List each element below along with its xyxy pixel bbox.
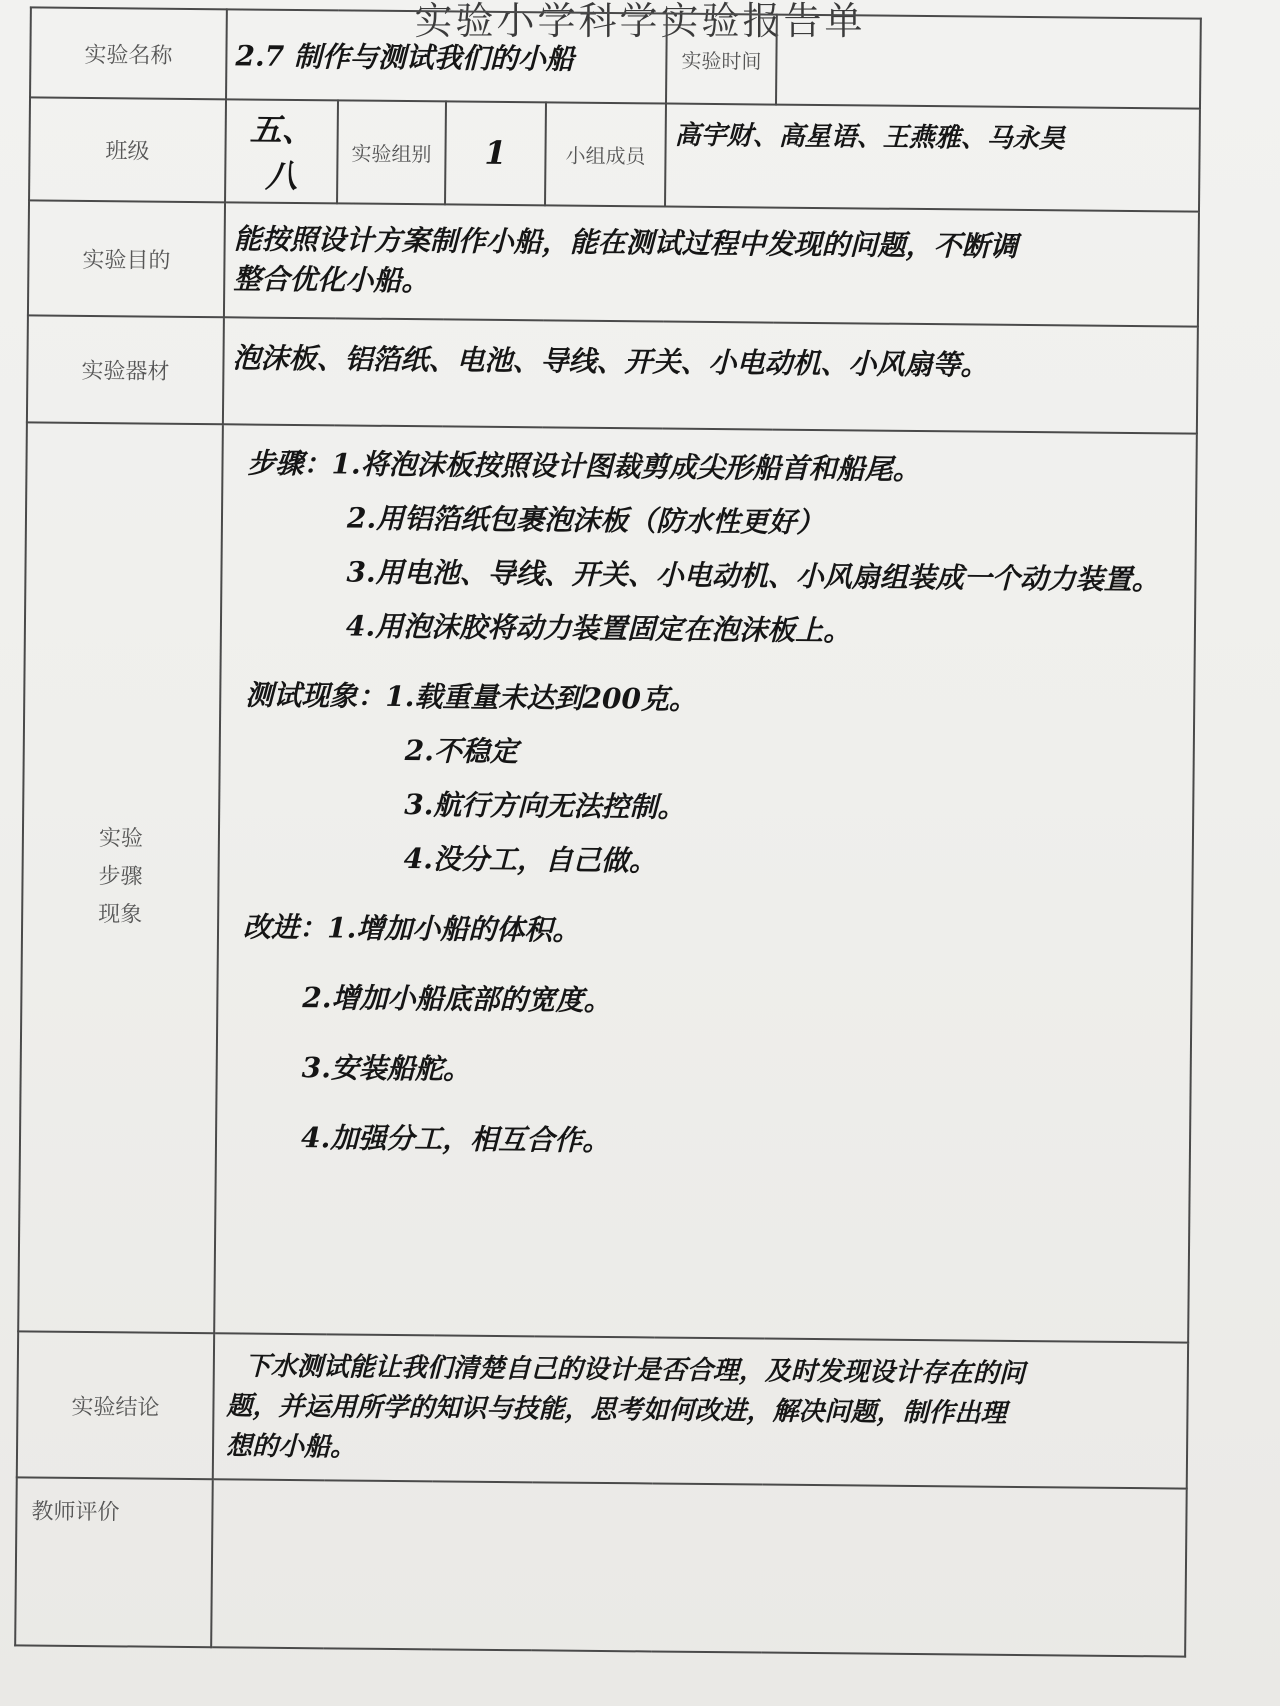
name-value: 2.7 制作与测试我们的小船 [226,9,667,103]
improvement-item: 3.安装船舵。 [301,1050,472,1086]
teacher-label: 教师评价 [15,1478,213,1647]
class-label: 班级 [29,97,226,202]
conclusion-line: 题，并运用所学的知识与技能，思考如何改进，解决问题，制作出理 [226,1391,1007,1429]
conclusion-line: 下水测试能让我们清楚自己的设计是否合理，及时发现设计存在的问 [244,1351,1025,1390]
time-value [776,15,1201,109]
name-label: 实验名称 [30,7,227,99]
teacher-value [211,1480,1187,1657]
improvement-item: 2.增加小船底部的宽度。 [302,980,612,1017]
phenomenon-item: 3.航行方向无法控制。 [404,787,686,824]
conclusion-line: 想的小船。 [225,1431,357,1463]
step-item: 3.用电池、导线、开关、小电动机、小风扇组装成一个动力装置。 [346,555,1160,596]
improvement-item: 改进：1.增加小船的体积。 [242,910,581,947]
steps-label-line: 实验 [98,826,144,852]
report-table [14,6,1202,1657]
phenomenon-item: 测试现象：1.载重量未达到200克。 [245,678,698,716]
purpose-label: 实验目的 [28,200,225,317]
members-label: 小组成员 [545,102,666,206]
purpose-line: 整合优化小船。 [233,262,430,298]
report-sheet [14,6,1200,1657]
conclusion-label: 实验结论 [17,1331,214,1479]
step-item: 2.用铝箔纸包裹泡沫板（防水性更好） [346,501,825,539]
step-item: 步骤：1.将泡沫板按照设计图裁剪成尖形船首和船尾。 [247,446,921,486]
class-value: 五、八 [225,99,338,203]
materials-label: 实验器材 [27,315,224,424]
materials-value: 泡沫板、铝箔纸、电池、导线、开关、小电动机、小风扇等。 [223,317,1198,433]
group-value: 1 [445,101,546,205]
purpose-line: 能按照设计方案制作小船，能在测试过程中发现的问题，不断调 [233,222,1018,264]
group-label: 实验组别 [337,100,446,204]
time-label: 实验时间 [666,14,777,105]
steps-label-line: 现象 [98,902,143,928]
phenomenon-item: 2.不稳定 [404,733,519,768]
conclusion-value [213,1333,1188,1489]
step-item: 4.用泡沫胶将动力装置固定在泡沫板上。 [345,609,852,648]
steps-label [18,422,223,1333]
form-title: 实验小学科学实验报告单 [414,0,866,43]
improvement-item: 4.加强分工，相互合作。 [300,1120,611,1157]
purpose-value [224,202,1199,327]
members-value: 高宇财、高星语、王燕雅、马永昊 [665,104,1200,212]
phenomenon-item: 4.没分工，自己做。 [403,841,658,878]
steps-label-line: 步骤 [98,864,143,890]
steps-content [214,424,1197,1342]
